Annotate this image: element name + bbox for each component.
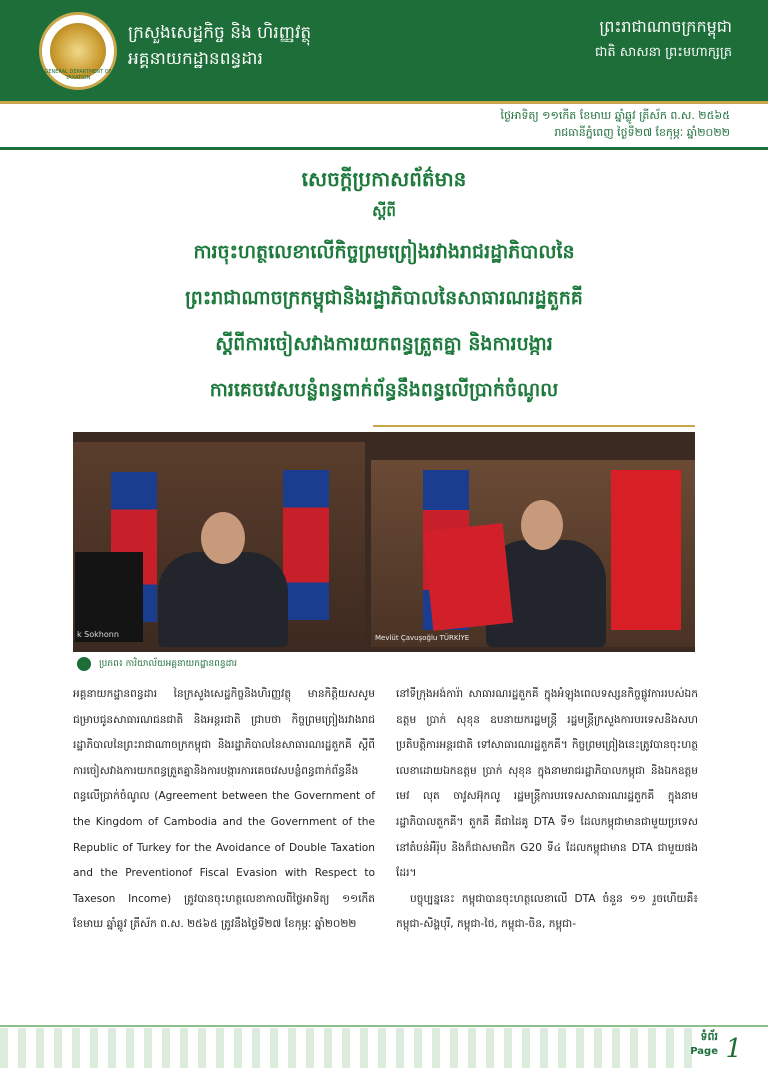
national-motto: ជាតិ សាសនា ព្រះមហាក្សត្រ: [595, 45, 732, 60]
emblem-screen: [75, 552, 143, 642]
minister-figure: [158, 552, 288, 647]
source-icon: [77, 657, 91, 671]
minister-face: [201, 512, 245, 564]
video-frame-cambodia: [73, 442, 365, 647]
title-line-4: ការគេចវេសបន្លំពន្ធពាក់ព័ន្ធនឹងពន្ធលើប្រាក់ចំណូល: [209, 379, 559, 401]
minister-face: [521, 500, 563, 550]
title-line-1: ការចុះហត្ថលេខាលើកិច្ចព្រមព្រៀងរវាងរាជរដ្ឋាភិបាលនៃ: [193, 241, 575, 263]
body-paragraph: បច្ចុប្បន្ននេះ កម្ពុជាបានចុះហត្ថលេខាលើ DTA ចំនួន ១១ រួចហើយគឺ៖ កម្ពុជា-សិង្ហបុរី, កម្ពុជា-ថៃ, កម្ពុជា-ចិន, កម្ពុជា-: [396, 892, 698, 931]
turkey-flag-icon: [611, 470, 681, 630]
photo-caption: ប្រភព៖ ការិយាល័យអគ្គនាយកដ្ឋានពន្ធដារ: [99, 659, 238, 669]
photo-caption-strip: [73, 652, 695, 677]
kingdom-name: ព្រះរាជាណាចក្រកម្ពុជា: [599, 17, 732, 36]
press-release-label: សេចក្តីប្រកាសព័ត៌មាន: [301, 167, 467, 191]
page-label-khmer: ទំព័រ: [700, 1030, 718, 1043]
department-name: អគ្គនាយកដ្ឋានពន្ធដារ: [128, 49, 263, 69]
gold-underline: [373, 425, 695, 427]
body-right-column: [396, 682, 698, 938]
footer-ornament: [0, 1028, 700, 1068]
gold-divider: [0, 101, 768, 104]
right-name-tag: Mevlüt Çavuşoğlu TÜRKİYE: [375, 634, 470, 642]
cambodia-flag-icon: [283, 470, 329, 620]
title-line-3: ស្តីពីការចៀសវាងការយកពន្ធត្រួតគ្នា និងការបង្ការ: [215, 333, 553, 355]
solar-date: រាជធានីភ្នំពេញ ថ្ងៃទី២៧ ខែកុម្ភៈ ឆ្នាំ២០២២: [554, 126, 730, 139]
date-band: [0, 101, 768, 147]
ministry-name: ក្រសួងសេដ្ឋកិច្ច និង ហិរញ្ញវត្ថុ: [128, 23, 312, 43]
lunar-date: ថ្ងៃអាទិត្យ ១១កើត ខែមាឃ ឆ្នាំឆ្លូវ ត្រីស័ក ព.ស. ២៥៦៥: [500, 109, 730, 122]
body-left-column: [73, 682, 375, 938]
page-label-english: Page: [690, 1046, 718, 1057]
date-block: [501, 107, 731, 141]
footer-divider: [0, 1025, 768, 1027]
title-line-2: ព្រះរាជាណាចក្រកម្ពុជានិងរដ្ឋាភិបាលនៃសាធារណរដ្ឋតួកគី: [185, 287, 583, 309]
left-name-tag: k Sokhonn: [77, 630, 119, 639]
signing-photo: [73, 432, 695, 677]
logo-text: GENERAL DEPARTMENT OF TAXATION: [44, 69, 112, 81]
video-frame-turkey: [371, 460, 695, 647]
header-banner: [0, 0, 768, 101]
gdt-logo: [39, 12, 117, 90]
ministry-block: [128, 20, 311, 72]
signed-agreement-folder: [423, 523, 513, 631]
body-paragraph: អគ្គនាយកដ្ឋានពន្ធដារ នៃក្រសួងសេដ្ឋកិច្ចនិងហិរញ្ញវត្ថុ មានកិត្តិយសសូមជម្រាបជូនសាធារណជនជាតិ និងអន្តរជាតិ ជ្រាបថា កិច្ចព្រមព្រៀងរវាងរាជរដ្ឋាភិបាលនៃព្រះរាជាណាចក្រកម្ពុជា និងរដ្ឋាភិបាលនៃសាធារណរដ្ឋតួកគី ស្តីពីការចៀសវាងការយកពន្ធត្រួតគ្នានិងការបង្ការការគេចវេសបន្លំពន្ធពាក់ព័ន្ធនឹងពន្ធលើប្រាក់ចំណូល (Agreement between the Government of the Kingdom of Cambodia and the Government of the Republic of Turkey for the Avoidance of Double Taxation and the Preventionof Fiscal Evasion with Respect to Taxeson Income) ត្រូវបានចុះហត្ថលេខាកាលពីថ្ងៃអាទិត្យ ១១កើត ខែមាឃ ឆ្នាំឆ្លូវ ត្រីស័ក ព.ស. ២៥៦៥ ត្រូវនឹងថ្ងៃទី២៧ ខែកុម្ភៈ ឆ្នាំ២០២២: [73, 688, 375, 931]
kingdom-motto: [595, 14, 732, 66]
footer-band: [0, 1068, 768, 1086]
page-number-block: [690, 1030, 742, 1064]
about-label: ស្តីពី: [372, 202, 396, 220]
green-divider: [0, 147, 768, 150]
body-paragraph: នៅទីក្រុងអង់ការ៉ា សាធារណរដ្ឋតួកគី ក្នុងអំឡុងពេលទស្សនកិច្ចផ្លូវការរបស់ឯកឧត្តម ប្រាក់ សុខុន ឧបនាយករដ្ឋមន្ត្រី រដ្ឋមន្ត្រីក្រសួងការបរទេសនិងសហប្រតិបត្តិការអន្តរជាតិ ទៅសាធារណរដ្ឋតួកគី។ កិច្ចព្រមព្រៀងនេះត្រូវបានចុះហត្ថលេខាដោយឯកឧត្តម ប្រាក់ សុខុន ក្នុងនាមរាជរដ្ឋាភិបាលកម្ពុជា និងឯកឧត្តម មេវ លុត ចាវូសអ៊ុកលូ រដ្ឋមន្ត្រីការបរទេសសាធារណរដ្ឋតួកគី ក្នុងនាមរដ្ឋាភិបាលតួកគី។ តួកគី គឺជាដៃគូ DTA ទី១ ដែលកម្ពុជាមានជាមួយប្រទេសនៅតំបន់អឺរ៉ុប និងក៏ជាសមាជិក G20 ទី៤ ដែលកម្ពុជាមាន DTA ជាមួយផងដែរ។: [396, 688, 698, 880]
page-number: 1: [725, 1034, 742, 1064]
